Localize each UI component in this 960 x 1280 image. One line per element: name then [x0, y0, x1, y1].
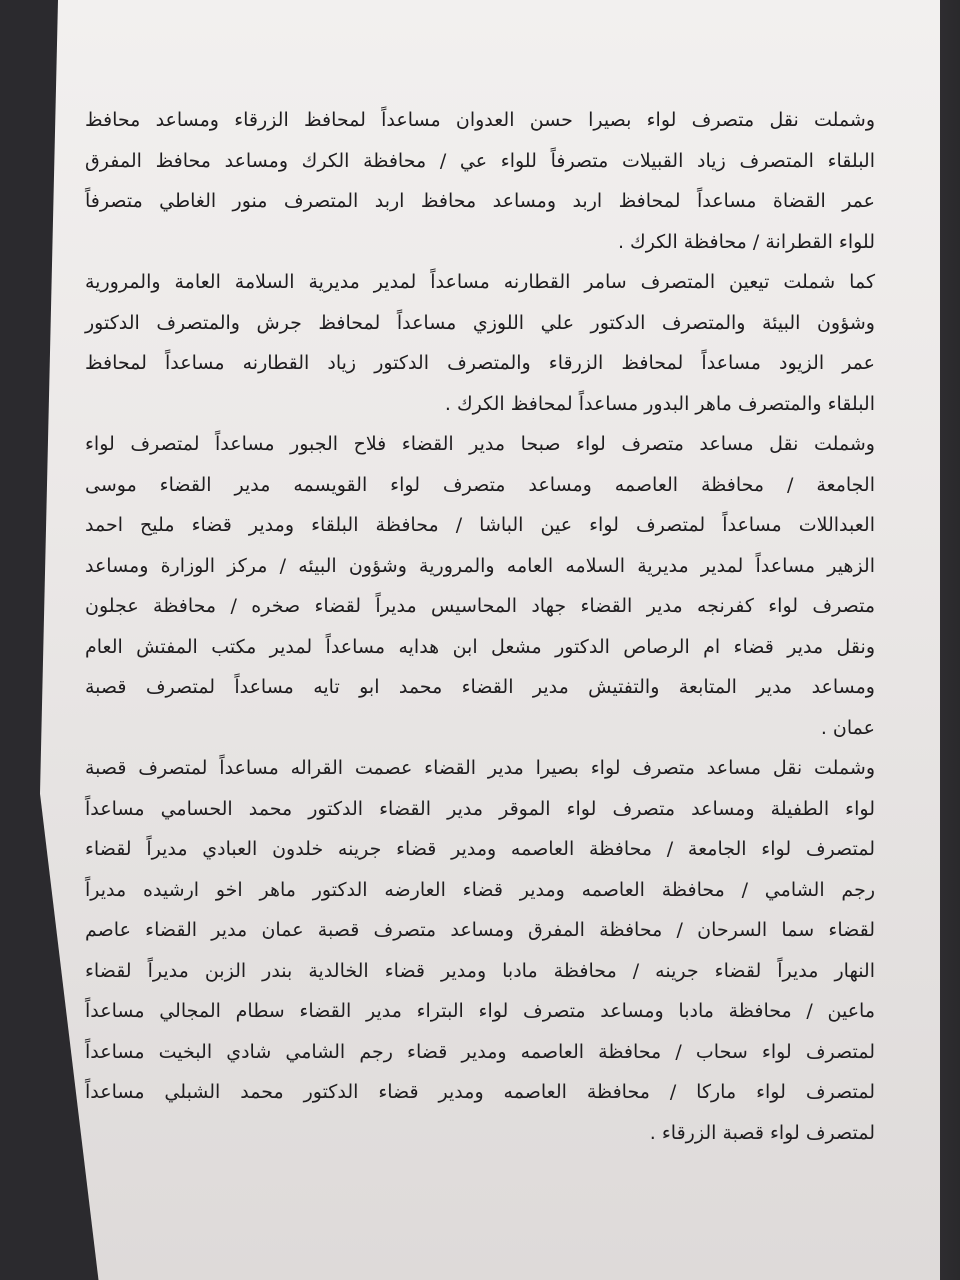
paragraph-4 — [85, 748, 875, 1153]
text-line: عمان . — [820, 716, 875, 739]
text-line: لمتصرف لواء قصبة الزرقاء . — [649, 1121, 875, 1144]
paragraph-1 — [85, 100, 875, 262]
text-line: رجم الشامي / محافظة العاصمه ومدير قضاء العارضه الدكتور ماهر اخو ارشيده مديراً — [85, 878, 875, 901]
text-line: عمر القضاة مساعداً لمحافظ اربد ومساعد محافظ اربد المتصرف منور الغاطي متصرفاً — [85, 190, 875, 212]
text-line: عمر الزيود مساعداً لمحافظ الزرقاء والمتصرف الدكتور زياد القطارنه مساعداً لمحافظ — [85, 352, 875, 374]
text-line: البلقاء والمتصرف ماهر البدور مساعداً لمحافظ الكرك . — [444, 392, 875, 415]
paragraph-3 — [85, 424, 875, 748]
text-line: الجامعة / محافظة العاصمه ومساعد متصرف لواء القويسمه مدير القضاء موسى — [85, 473, 875, 496]
text-line: ونقل مدير قضاء ام الرصاص الدكتور مشعل ابن هدايه مساعداً لمدير مكتب المفتش العام — [85, 635, 875, 658]
text-line: للواء القطرانة / محافظة الكرك . — [617, 230, 875, 253]
text-line: وشملت نقل مساعد متصرف لواء صبحا مدير القضاء فلاح الجبور مساعداً لمتصرف لواء — [85, 433, 875, 455]
text-line: البلقاء المتصرف زياد القبيلات متصرفاً للواء عي / محافظة الكرك ومساعد محافظ المفرق — [85, 149, 875, 172]
text-line: كما شملت تيعين المتصرف سامر القطارنه مساعداً لمدير مديرية السلامة العامة والمرورية — [85, 271, 875, 293]
text-line: لمتصرف لواء سحاب / محافظة العاصمه ومدير قضاء رجم الشامي شادي البخيت مساعداً — [85, 1040, 875, 1063]
text-line: ماعين / محافظة مادبا ومساعد متصرف لواء البتراء مدير القضاء سطام المجالي مساعداً — [85, 1000, 875, 1022]
text-line: النهار مديراً لقضاء جرينه / محافظة مادبا ومدير قضاء الخالدية بندر الزبن مديراً لقضاء — [85, 959, 875, 982]
text-line: وشؤون البيئة والمتصرف الدكتور علي اللوزي مساعداً لمحافظ جرش والمتصرف الدكتور — [85, 311, 875, 334]
text-line: لمتصرف لواء الجامعة / محافظة العاصمه ومدير قضاء جرينه خلدون العبادي مديراً لقضاء — [85, 838, 875, 860]
text-line: وشملت نقل متصرف لواء بصيرا حسن العدوان مساعداً لمحافظ الزرقاء ومساعد محافظ — [85, 109, 875, 131]
text-line: لمتصرف لواء ماركا / محافظة العاصمه ومدير قضاء الدكتور محمد الشبلي مساعداً — [85, 1081, 875, 1103]
document-body — [85, 100, 875, 1153]
text-line: وشملت نقل مساعد متصرف لواء بصيرا مدير القضاء عصمت القراله مساعداً لمتصرف قصبة — [85, 757, 875, 779]
text-line: متصرف لواء كفرنجه مدير القضاء جهاد المحاسيس مديراً لقضاء صخره / محافظة عجلون — [85, 595, 875, 617]
text-line: الزهير مساعداً لمدير مديرية السلامه العامه والمرورية وشؤون البيئه / مركز الوزارة ومساعد — [85, 554, 875, 577]
text-line: العبداللات مساعداً لمتصرف لواء عين الباشا / محافظة البلقاء ومدير قضاء مليح احمد — [85, 514, 875, 536]
text-line: ومساعد مدير المتابعة والتفتيش مدير القضاء محمد ابو تايه مساعداً لمتصرف قصبة — [85, 676, 875, 698]
paragraph-2 — [85, 262, 875, 424]
text-line: لقضاء سما السرحان / محافظة المفرق ومساعد متصرف قصبة عمان مدير القضاء عاصم — [85, 919, 875, 941]
text-line: لواء الطفيلة ومساعد متصرف لواء الموقر مدير القضاء الدكتور محمد الحسامي مساعداً — [85, 797, 875, 820]
